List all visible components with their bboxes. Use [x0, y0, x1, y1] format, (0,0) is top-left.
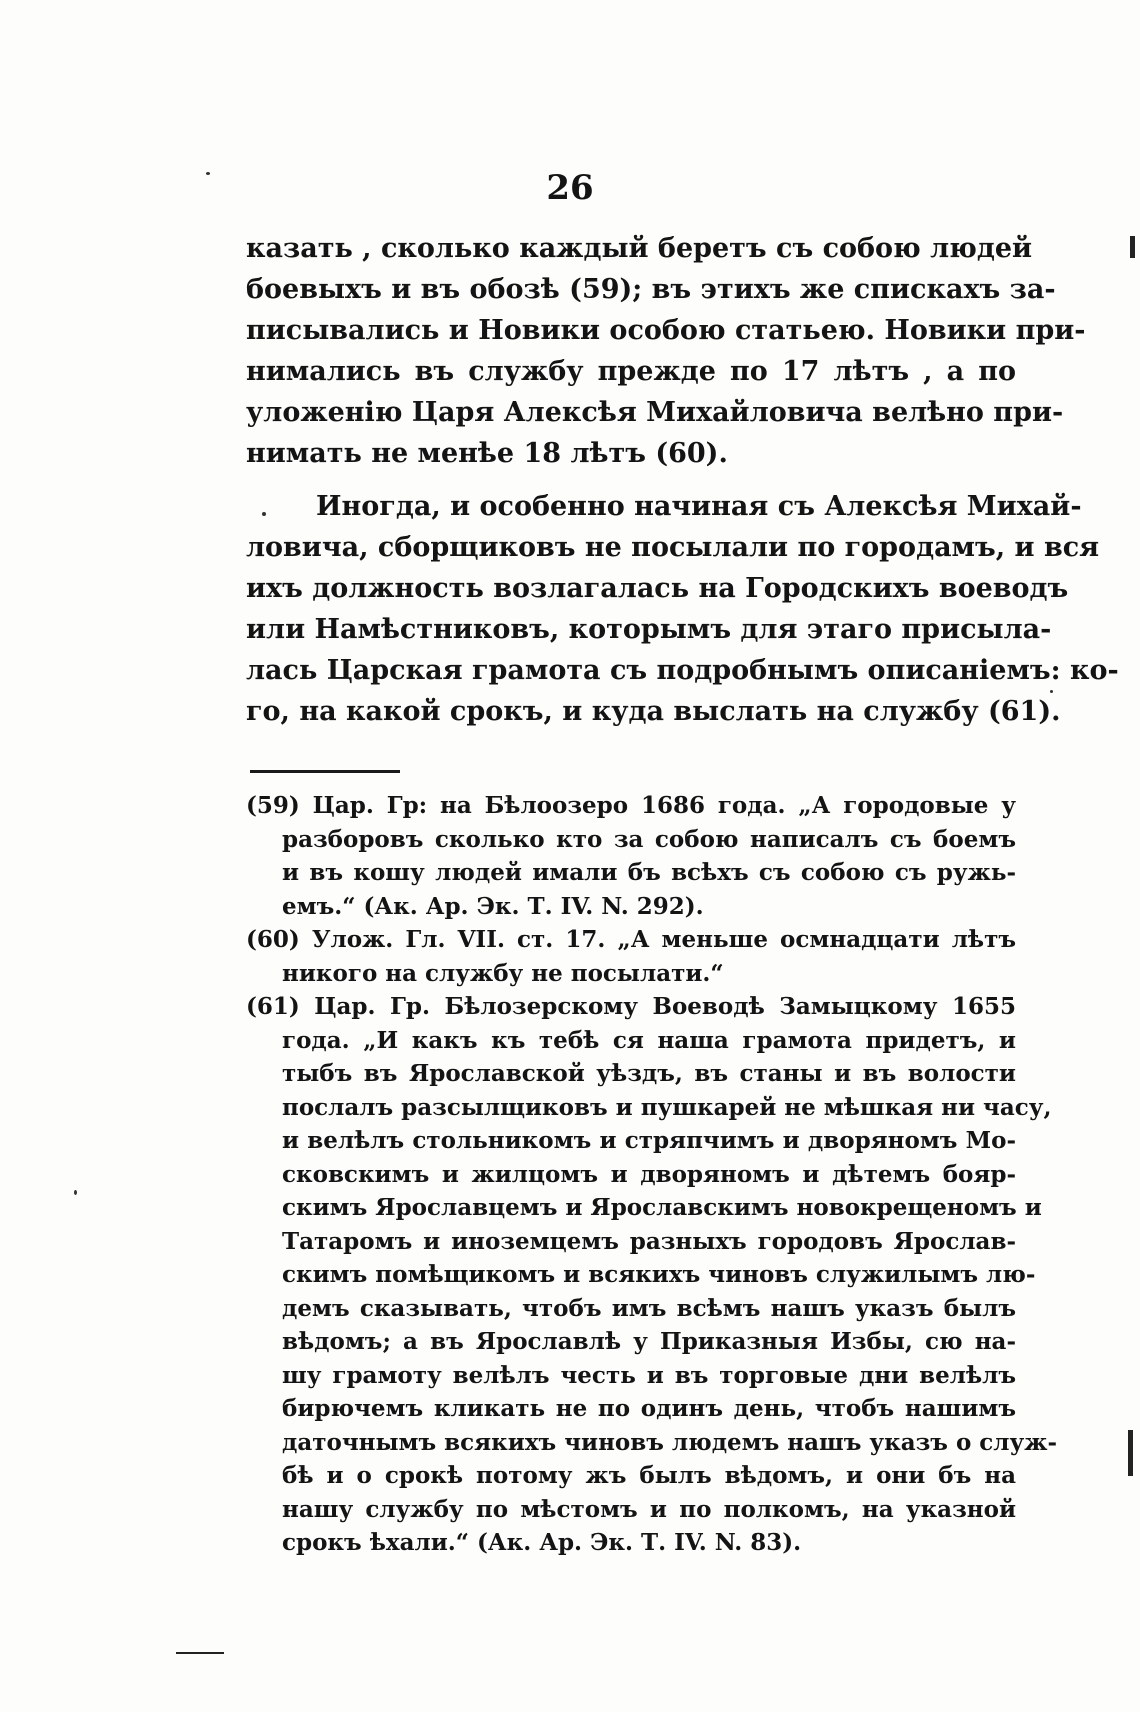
scan-edge-mark: [1130, 236, 1135, 258]
text-line: уложенію Царя Алексѣя Михайловича велѣно при-: [246, 397, 1064, 428]
footnote-59: [246, 789, 1016, 923]
page-number: 26: [546, 168, 594, 208]
text-line: ихъ должность возлагалась на Городскихъ воеводъ: [246, 573, 1069, 604]
footnote-line: демъ сказывать, чтобъ имъ всѣмъ нашъ указъ былъ: [282, 1294, 1016, 1322]
footnote-line: тыбъ въ Ярославской уѣздъ, въ станы и въ волости: [282, 1060, 1016, 1087]
footnote-line: нашу службу по мѣстомъ и по полкомъ, на указной: [282, 1495, 1016, 1523]
text-line: казать , сколько каждый беретъ съ собою людей: [246, 233, 1033, 264]
footnote-line: бѣ и о срокѣ потому жъ былъ вѣдомъ, и они бъ на: [282, 1462, 1016, 1489]
footnote-line: послалъ разсылщиковъ и пушкарей не мѣшкая ни часу,: [282, 1093, 1052, 1121]
footnote-line: бирючемъ кликать не по одинъ день, чтобъ нашимъ: [282, 1395, 1016, 1422]
scan-edge-mark: [1128, 1430, 1133, 1476]
footnote-line: даточнымъ всякихъ чиновъ людемъ нашъ указъ о служ-: [282, 1428, 1058, 1456]
text-line: или Намѣстниковъ, которымъ для этаго присыла-: [246, 614, 1052, 645]
footnote-line: (60) Улож. Гл. VII. ст. 17. „А меньше осмнадцати лѣтъ: [246, 926, 1016, 953]
text-line: Иногда, и особенно начиная съ Алексѣя Михай-: [316, 491, 1082, 522]
footnote-line: разборовъ сколько кто за собою написалъ съ боемъ: [282, 825, 1016, 853]
footnote-separator: [250, 770, 400, 773]
scan-edge-mark: [176, 1652, 224, 1654]
text-line: нимались въ службу прежде по 17 лѣтъ , а по: [246, 356, 1016, 387]
footnote-60: [246, 923, 1016, 990]
paragraph-2: [246, 486, 1119, 732]
scan-speck: [206, 172, 210, 175]
footnote-line: Татаромъ и иноземцемъ разныхъ городовъ Ярослав-: [282, 1227, 1016, 1255]
footnote-line: скимъ помѣщикомъ и всякихъ чиновъ служилымъ лю-: [282, 1261, 1036, 1288]
main-text: [246, 228, 1119, 732]
text-line: боевыхъ и въ обозѣ (59); въ этихъ же спискахъ за-: [246, 274, 1056, 305]
footnote-line: и въ кошу людей имали бъ всѣхъ съ собою съ ружь-: [282, 859, 1016, 886]
footnotes: [246, 789, 1058, 1560]
footnote-line: и велѣлъ стольникомъ и стряпчимъ и дворяномъ Мо-: [282, 1127, 1016, 1154]
text-line: писывались и Новики особою статьею. Новики при-: [246, 315, 1086, 346]
text-line: ловича, сборщиковъ не посылали по городамъ, и вся: [246, 532, 1100, 563]
footnote-line: никого на службу не посылати.“: [282, 959, 724, 987]
footnote-line: (59) Цар. Гр: на Бѣлоозеро 1686 года. „А городовые у: [246, 792, 1016, 819]
text-line: лась Царская грамота съ подробнымъ описаніемъ: ко-: [246, 655, 1119, 686]
footnote-61: [246, 990, 1058, 1560]
text-line: го, на какой срокъ, и куда выслать на службу (61).: [246, 696, 1061, 727]
text-line: нимать не менѣе 18 лѣтъ (60).: [246, 438, 728, 469]
footnote-line: емъ.“ (Ак. Ар. Эк. Т. IV. N. 292).: [282, 892, 704, 920]
footnote-line: года. „И какъ къ тебѣ ся наша грамота придетъ, и: [282, 1026, 1016, 1054]
scan-speck: [1050, 690, 1053, 693]
footnote-line: скимъ Ярославцемъ и Ярославскимъ новокрещеномъ и: [282, 1194, 1042, 1221]
scan-speck: [262, 512, 266, 516]
footnote-line: сковскимъ и жилцомъ и дворяномъ и дѣтемъ бояр-: [282, 1160, 1016, 1188]
footnote-line: (61) Цар. Гр. Бѣлозерскому Воеводѣ Замыцкому 1655: [246, 993, 1016, 1020]
scan-speck: [74, 1190, 77, 1195]
footnote-line: вѣдомъ; а въ Ярославлѣ у Приказныя Избы, сю на-: [282, 1328, 1016, 1355]
footnote-line: шу грамоту велѣлъ честь и въ торговые дни велѣлъ: [282, 1361, 1016, 1389]
paragraph-1: [246, 228, 1086, 474]
footnote-line: срокъ ѣхали.“ (Ак. Ар. Эк. Т. IV. N. 83).: [282, 1529, 802, 1556]
